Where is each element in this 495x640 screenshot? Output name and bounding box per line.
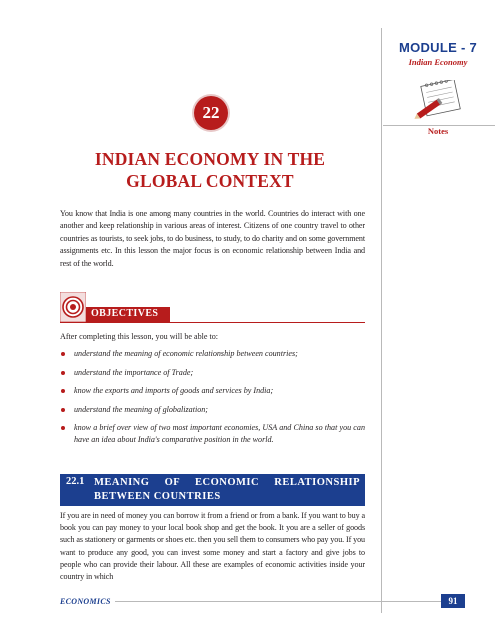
objectives-rule	[60, 322, 365, 323]
section-number: 22.1	[66, 476, 85, 487]
objectives-lead: After completing this lesson, you will be able to:	[60, 332, 219, 341]
intro-paragraph: You know that India is one among many countries in the world. Countries do interact with one another and keep relationship in various areas of interest. Citizens of one country travel to other countries as tourists, to seek jobs, to do business, to study, to do charity and on some government assignments etc. In this lesson the major focus is on economic relationship between India and rest of the world.	[60, 209, 365, 268]
bullet-icon	[61, 426, 65, 430]
objectives-list	[60, 348, 365, 452]
margin-divider	[381, 28, 382, 613]
chapter-title-line-2: GLOBAL CONTEXT	[126, 171, 294, 191]
list-item: understand the meaning of globalization;	[60, 404, 365, 416]
module-label: MODULE - 7	[398, 40, 478, 55]
chapter-title	[60, 148, 360, 192]
page-number: 91	[441, 594, 465, 608]
bullet-icon	[61, 371, 65, 375]
notes-label: Notes	[427, 126, 449, 136]
module-subject: Indian Economy	[408, 57, 468, 67]
bullet-icon	[61, 389, 65, 393]
bullet-icon	[61, 352, 65, 356]
footer-rule	[60, 601, 465, 602]
footer-subject: ECONOMICS	[60, 597, 115, 606]
chapter-number-badge: 22	[194, 96, 228, 130]
list-item: know the exports and imports of goods and services by India;	[60, 385, 365, 397]
chapter-title-line-1: INDIAN ECONOMY IN THE	[94, 149, 326, 169]
target-icon	[60, 292, 86, 322]
section-body: If you are in need of money you can borrow it from a friend or from a bank. If you want to buy a book you can pay money to your local book shop and get the book. It you are a seller of goods such as stationery or garments or shoes etc. then you sell them to consumers who pay you. If you want to produce any good, you can invest some money and start a factory and give jobs to people who can provide their labour. All these are examples of economic activities inside your country in which	[60, 511, 365, 582]
list-item: understand the meaning of economic relationship between countries;	[60, 348, 365, 360]
list-item: know a brief over view of two most important economies, USA and China so that you can have an idea about India's comparative position in the world.	[60, 422, 365, 445]
bullet-icon	[61, 408, 65, 412]
notebook-pencil-icon	[410, 80, 468, 120]
objectives-heading: OBJECTIVES	[91, 308, 159, 319]
list-item: understand the importance of Trade;	[60, 367, 365, 379]
section-title: MEANING OF ECONOMIC RELATIONSHIP BETWEEN COUNTRIES	[94, 477, 360, 502]
